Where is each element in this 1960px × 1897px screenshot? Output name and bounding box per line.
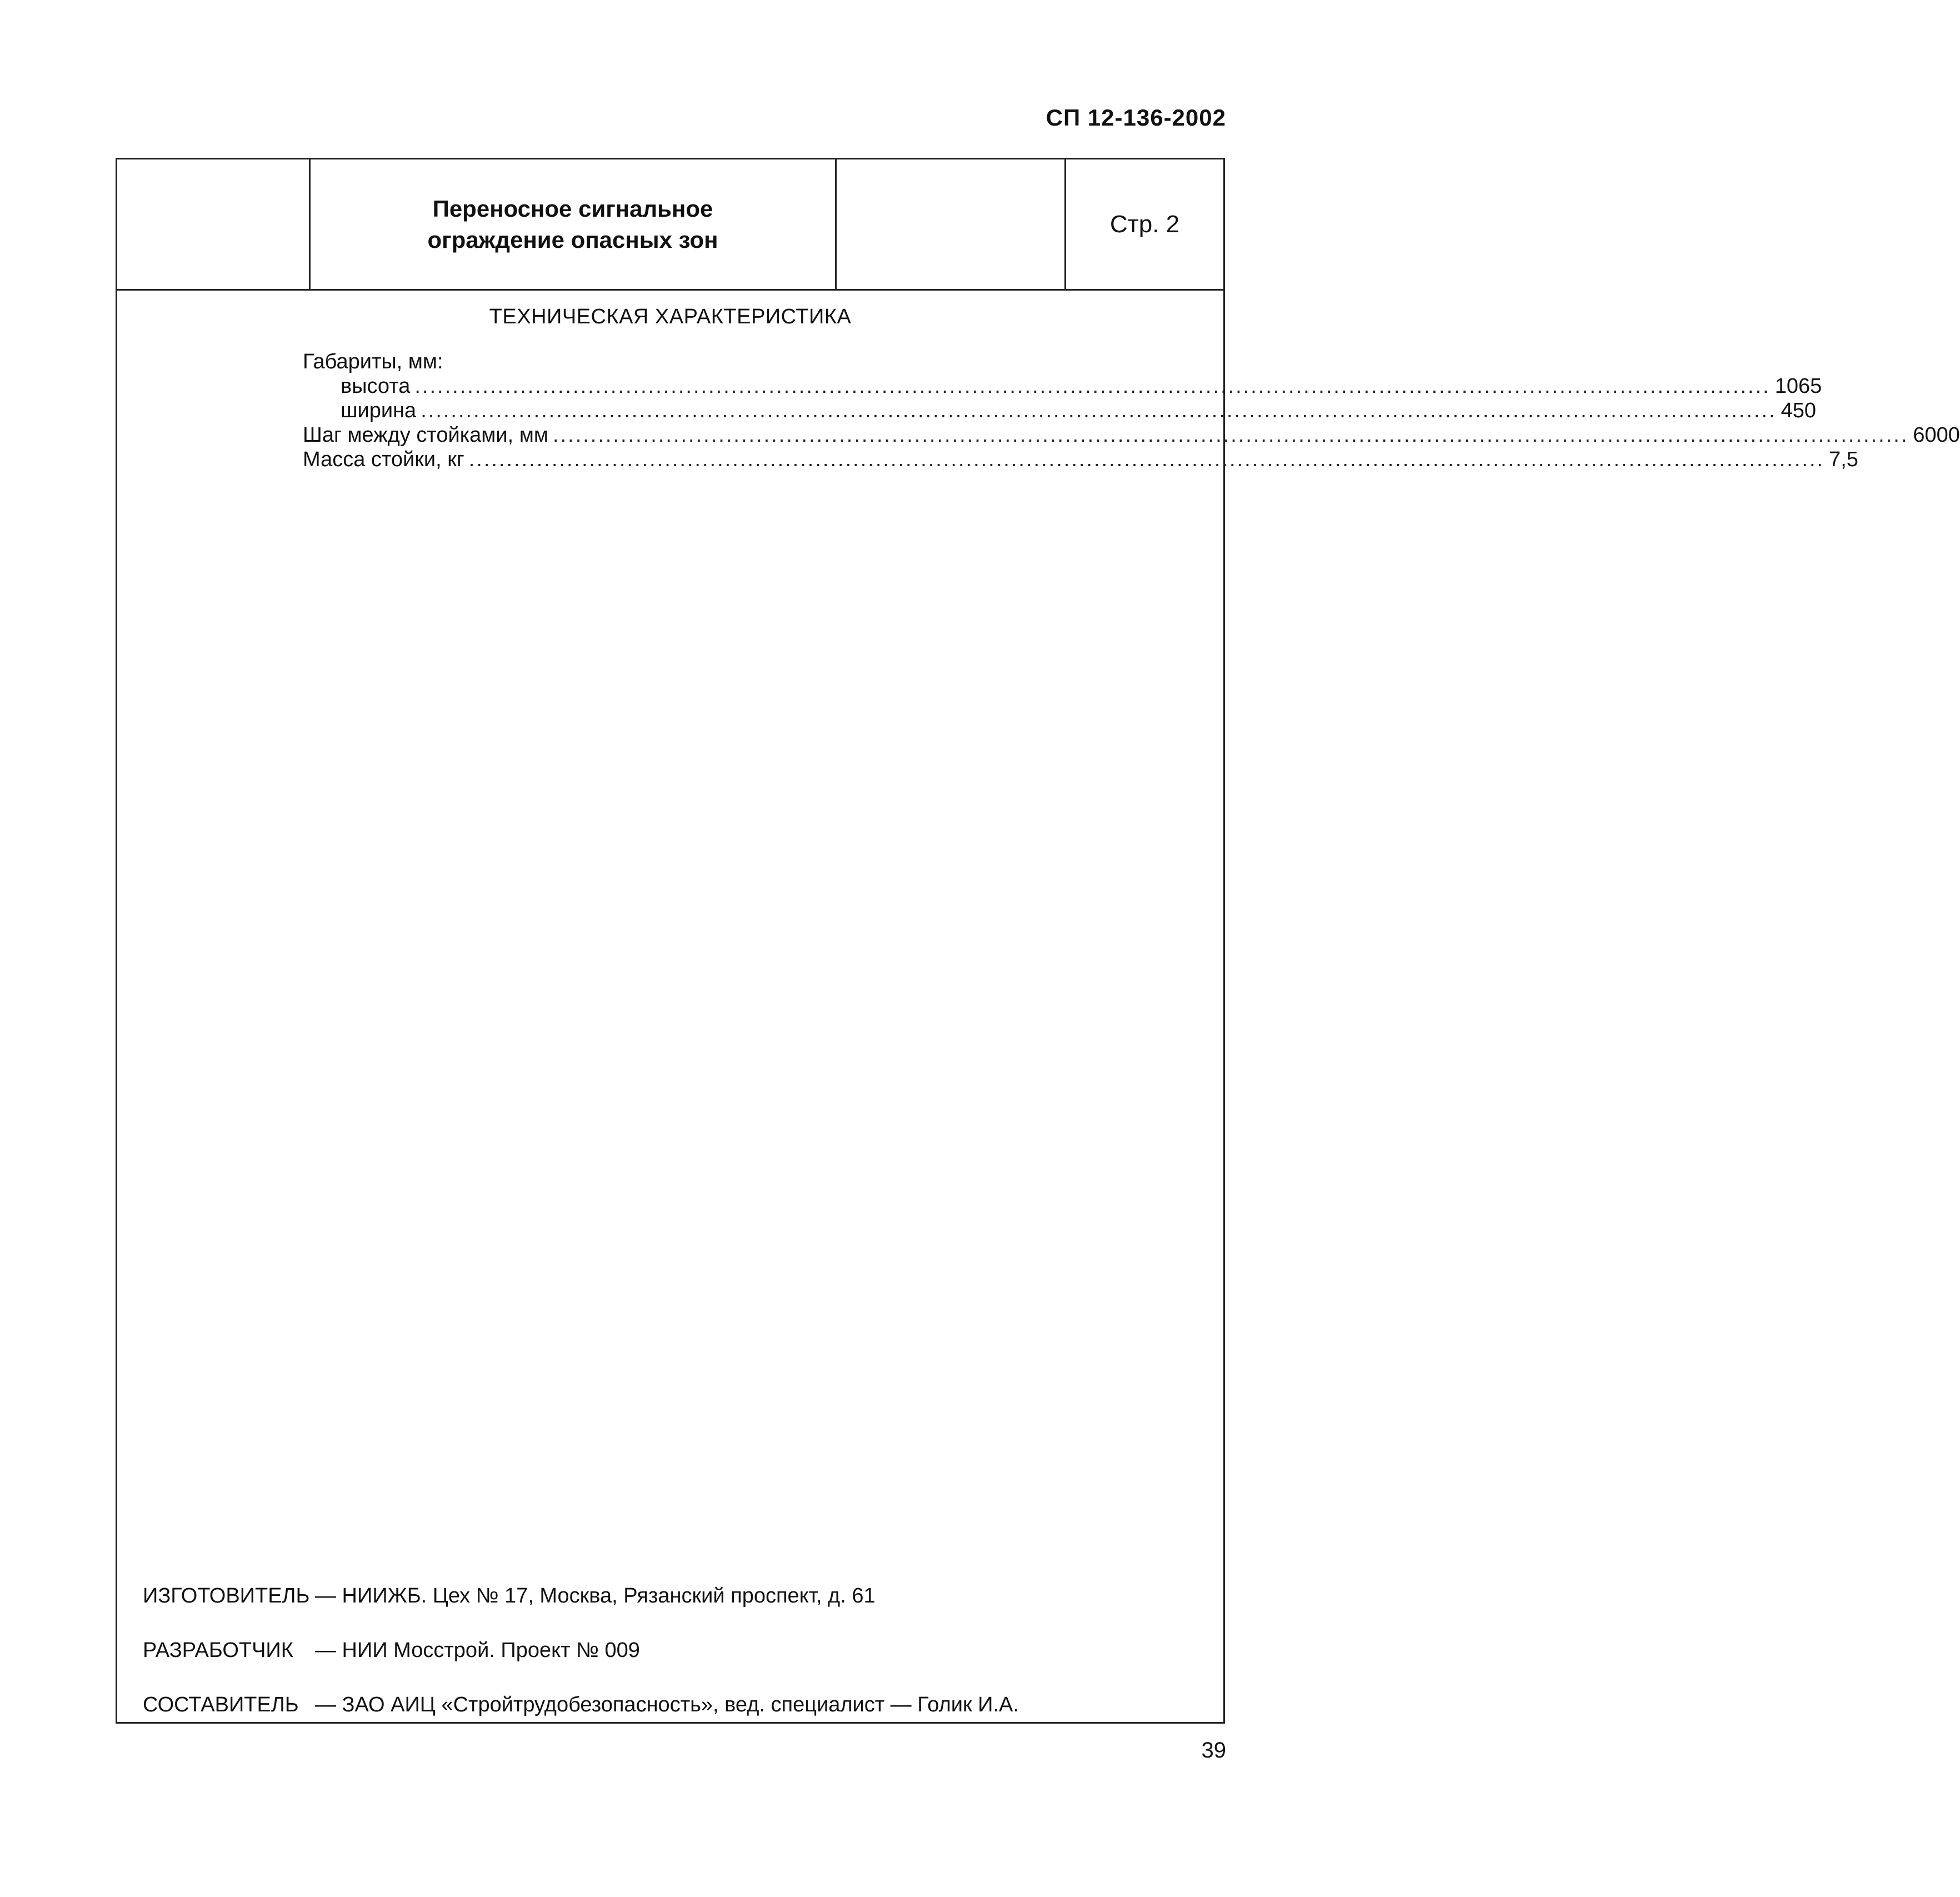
spec-label: Масса стойки, кг	[303, 448, 464, 471]
credit-text: — НИИ Мосстрой. Проект № 009	[315, 1638, 640, 1662]
credit-row-manufacturer	[143, 1569, 1019, 1623]
credit-text: — НИИЖБ. Цех № 17, Москва, Рязанский проспект, д. 61	[315, 1584, 876, 1608]
credit-role: СОСТАВИТЕЛЬ	[143, 1693, 299, 1716]
spec-label: Шаг между стойками, мм	[303, 423, 549, 447]
spec-value: 450	[1781, 399, 1816, 422]
spec-label: высота	[341, 375, 411, 398]
leader-dots: ....................................................................................................................................................................................	[553, 423, 1909, 447]
form-sheet	[116, 158, 1960, 1724]
leader-dots: ....................................................................................................................................................................................	[468, 448, 1825, 471]
credit-role: РАЗРАБОТЧИК	[143, 1638, 293, 1662]
credit-row-developer	[143, 1623, 1019, 1678]
spec-value: 7,5	[1829, 448, 1858, 471]
title-block-title-cell	[311, 159, 837, 289]
credit-text: — ЗАО АИЦ «Стройтрудобезопасность», вед. специалист — Голик И.А.	[315, 1693, 1019, 1716]
leader-dots: ....................................................................................................................................................................................	[421, 399, 1777, 422]
spec-value: 1065	[1774, 375, 1822, 398]
product-title	[427, 193, 718, 256]
spec-group-label: Габариты, мм:	[303, 350, 443, 373]
sheet-page-label: Стр. 2	[1109, 210, 1180, 238]
title-block	[117, 159, 1223, 291]
page-number: 39	[1201, 1738, 1226, 1763]
document-code: СП 12-136-2002	[1046, 104, 1226, 131]
spec-row-height	[303, 374, 1822, 398]
spec-row-post-spacing	[303, 423, 1960, 447]
spec-list	[303, 350, 1960, 472]
product-title-line-1: Переносное сигнальное	[432, 195, 713, 222]
spec-value: 6000	[1913, 423, 1960, 447]
credit-row-compiler	[143, 1678, 1019, 1732]
section-heading: ТЕХНИЧЕСКАЯ ХАРАКТЕРИСТИКА	[489, 305, 852, 328]
spec-row-width	[303, 398, 1816, 423]
product-title-line-2: ограждение опасных зон	[427, 226, 718, 253]
spec-row-post-mass	[303, 447, 1858, 472]
spec-label: ширина	[341, 399, 417, 422]
leader-dots: ....................................................................................................................................................................................	[414, 375, 1771, 398]
credits-block	[143, 1569, 1019, 1732]
title-block-empty-cell-left	[117, 159, 311, 289]
title-block-page-cell	[1066, 159, 1223, 289]
credit-role: ИЗГОТОВИТЕЛЬ	[143, 1584, 310, 1608]
title-block-empty-cell-right	[837, 159, 1066, 289]
